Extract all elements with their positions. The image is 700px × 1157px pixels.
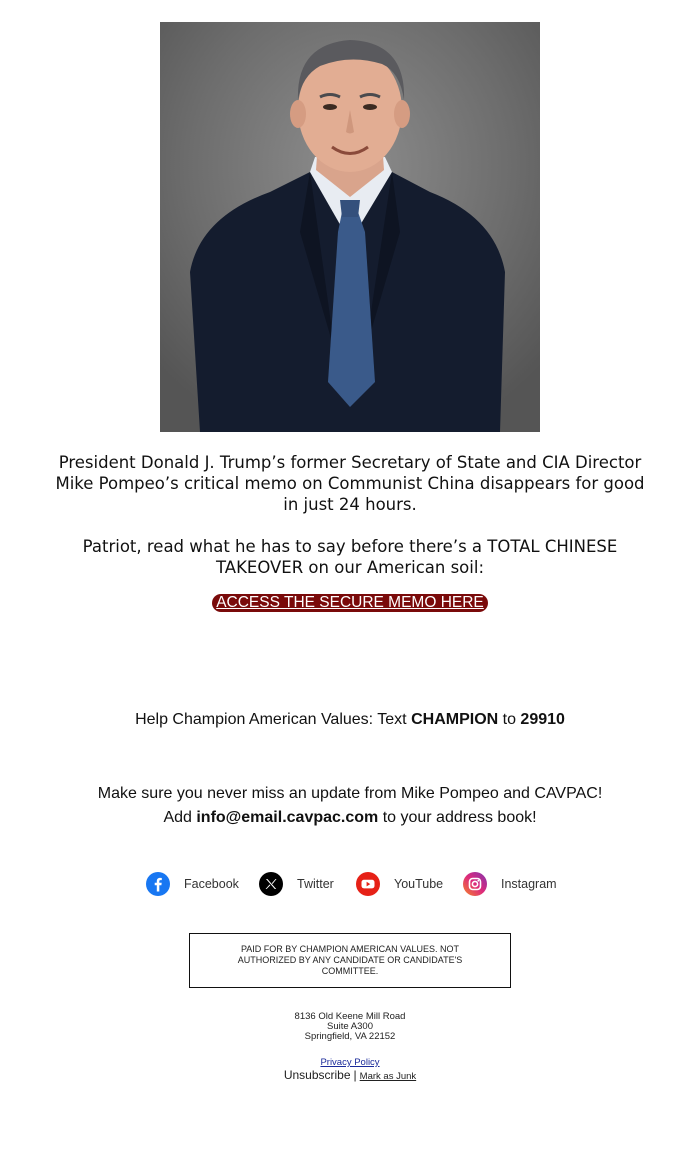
instagram-label: Instagram xyxy=(501,877,557,891)
short-code: 29910 xyxy=(520,711,565,728)
add-suffix: to your address book! xyxy=(378,809,537,826)
privacy-policy-link[interactable]: Privacy Policy xyxy=(320,1057,380,1068)
mark-as-junk-link[interactable]: Mark as Junk xyxy=(359,1071,417,1082)
social-links xyxy=(0,871,700,897)
youtube-icon xyxy=(356,872,380,896)
address-line-1: 8136 Old Keene Mill Road xyxy=(294,1011,406,1022)
address-book-notice xyxy=(0,782,700,830)
sender-email: info@email.cavpac.com xyxy=(196,809,379,826)
footer-separator: | xyxy=(353,1068,357,1082)
address-line-3: Springfield, VA 22152 xyxy=(304,1031,396,1042)
call-to-read-paragraph: Patriot, read what he has to say before there’s a TOTAL CHINESE TAKEOVER on our American soil: xyxy=(82,537,618,577)
unsubscribe-link[interactable]: Unsubscribe xyxy=(283,1068,351,1082)
x-twitter-icon xyxy=(259,872,283,896)
text-to-support-line xyxy=(0,710,700,730)
twitter-label: Twitter xyxy=(297,877,334,891)
help-prefix: Help Champion American Values: Text xyxy=(135,711,412,728)
instagram-icon xyxy=(463,872,487,896)
unsubscribe-line xyxy=(0,1068,700,1082)
facebook-icon xyxy=(146,872,170,896)
paid-for-disclaimer xyxy=(189,933,511,988)
address-line-2: Suite A300 xyxy=(327,1021,373,1032)
twitter-link[interactable] xyxy=(259,871,334,897)
portrait-image xyxy=(160,22,540,432)
lead-paragraph: President Donald J. Trump’s former Secretary of State and CIA Director Mike Pompeo’s critical memo on Communist China disappears for good in just 24 hours. xyxy=(55,453,645,514)
youtube-link[interactable] xyxy=(356,871,443,897)
help-middle: to xyxy=(498,711,521,728)
mailing-address xyxy=(0,1012,700,1042)
update-line: Make sure you never miss an update from Mike Pompeo and CAVPAC! xyxy=(97,785,603,802)
access-memo-button[interactable]: ACCESS THE SECURE MEMO HERE xyxy=(212,594,488,612)
facebook-link[interactable] xyxy=(146,871,239,897)
add-email-line xyxy=(0,806,700,830)
add-prefix: Add xyxy=(163,809,197,826)
instagram-link[interactable] xyxy=(463,871,557,897)
youtube-label: YouTube xyxy=(394,877,444,891)
facebook-label: Facebook xyxy=(184,877,239,891)
keyword: CHAMPION xyxy=(411,711,499,728)
disclaimer-text: PAID FOR BY CHAMPION AMERICAN VALUES. NOT AUTHORIZED BY ANY CANDIDATE OR CANDIDATE'S COMMITTEE. xyxy=(237,944,463,976)
